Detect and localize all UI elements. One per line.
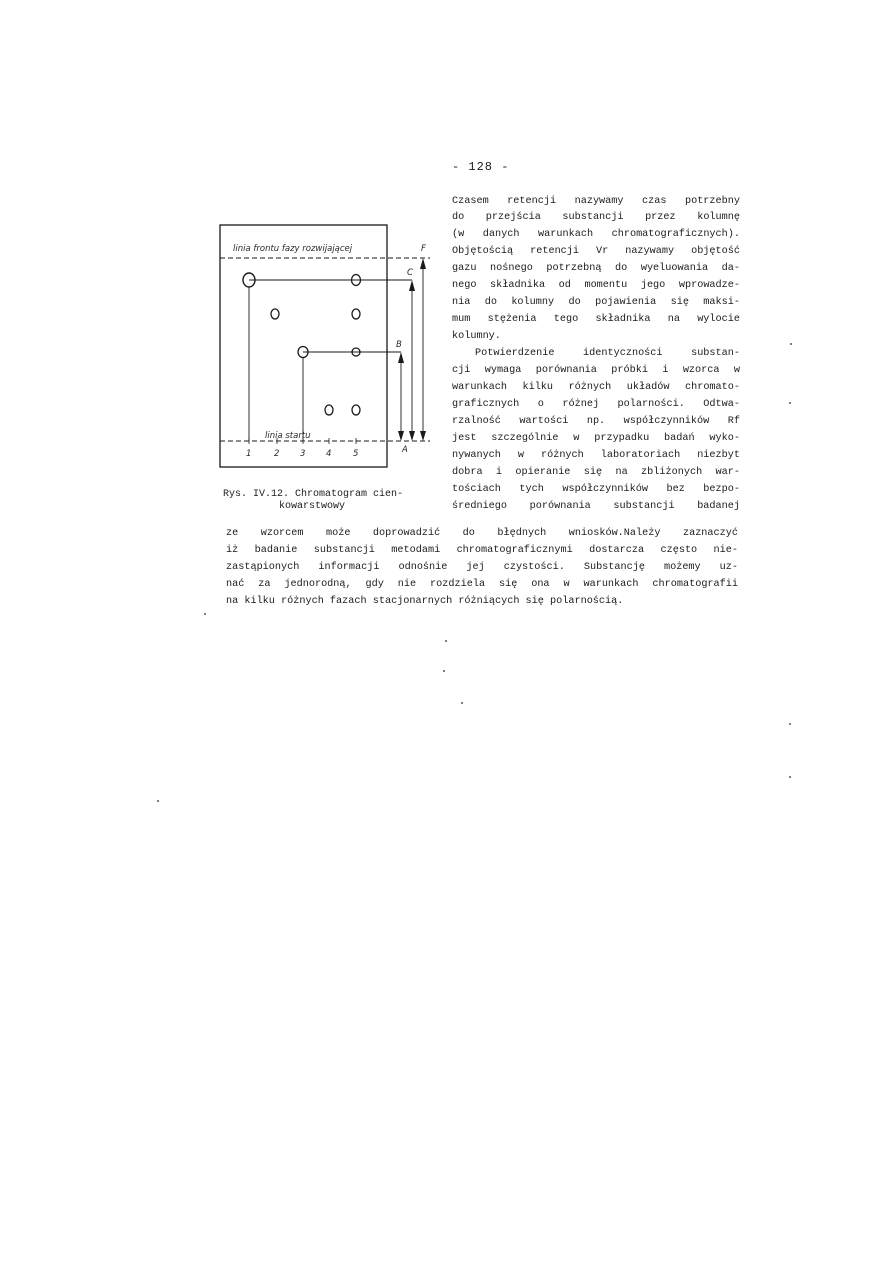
- body-line: iż badanie substancji metodami chromatograficznymi dostarcza często nie-: [226, 545, 738, 556]
- scan-speck: [789, 776, 791, 778]
- body-line: gazu nośnego potrzebną do wyeluowania da-: [452, 263, 740, 274]
- body-line: zastąpionych informacji odnośnie jej czystości. Substancję możemy uz-: [226, 562, 738, 573]
- body-line: średniego porównania substancji badanej: [452, 501, 740, 512]
- body-line: ze wzorcem może doprowadzić do błędnych wniosków.Należy zaznaczyć: [226, 528, 738, 539]
- distance-letter-b: B: [396, 340, 402, 350]
- distance-letter-f: F: [421, 244, 426, 254]
- lane-number-1: 1: [246, 449, 252, 459]
- scan-speck: [789, 723, 791, 725]
- scan-speck: [204, 613, 206, 615]
- body-line: graficznych o różnej polarności. Odtwa-: [452, 399, 740, 410]
- body-line: warunkach kilku różnych układów chromato-: [452, 382, 740, 393]
- arrow-c-head-bottom: [409, 431, 415, 441]
- arrow-b-head-top: [398, 352, 404, 363]
- lane-number-2: 2: [274, 449, 280, 459]
- body-line: tościach tych współczynników bez bezpo-: [452, 484, 740, 495]
- spot-lane5-middle: [352, 309, 360, 319]
- figure-caption-line1: Rys. IV.12. Chromatogram cien-: [223, 489, 404, 500]
- spot-lane4: [325, 405, 333, 415]
- scan-speck: [789, 402, 791, 404]
- scan-speck: [443, 670, 445, 672]
- arrow-c-head-top: [409, 280, 415, 291]
- body-line: (w danych warunkach chromatograficznych).: [452, 229, 740, 240]
- arrow-f-head-bottom: [420, 431, 426, 441]
- scan-speck: [790, 343, 792, 345]
- body-line: nia do kolumny do pojawienia się maksi-: [452, 297, 740, 308]
- body-line: cji wymaga porównania próbki i wzorca w: [452, 365, 740, 376]
- body-line: Czasem retencji nazywamy czas potrzebny: [452, 196, 740, 207]
- distance-letter-a: A: [402, 445, 408, 455]
- start-line-label: linia startu: [265, 431, 311, 441]
- body-line: rzalność wartości np. współczynników Rf: [452, 416, 740, 427]
- body-line: dobra i opieranie się na zbliżonych war-: [452, 467, 740, 478]
- spot-lane2: [271, 309, 279, 319]
- body-line: mum stężenia tego składnika na wylocie: [452, 314, 740, 325]
- lane-number-5: 5: [353, 449, 359, 459]
- chromatogram-diagram: [215, 220, 440, 475]
- body-line: nać za jednorodną, gdy nie rozdziela się ona w warunkach chromatografii: [226, 579, 738, 590]
- body-line: nywanych w różnych laboratoriach niezbyt: [452, 450, 740, 461]
- figure-caption-line2: kowarstwowy: [279, 501, 346, 512]
- arrow-f-head-top: [420, 258, 426, 269]
- body-line: Objętością retencji Vr nazywamy objętość: [452, 246, 740, 257]
- body-line: kolumny.: [452, 331, 501, 342]
- page-number: - 128 -: [452, 160, 510, 174]
- body-line: nego składnika od momentu jego wprowadze-: [452, 280, 740, 291]
- distance-letter-c: C: [407, 268, 413, 278]
- front-line-label: linia frontu fazy rozwijającej: [233, 244, 353, 254]
- body-line: na kilku różnych fazach stacjonarnych różniących się polarnością.: [226, 596, 624, 607]
- spot-lane5-bottom: [352, 405, 360, 415]
- scan-speck: [157, 800, 159, 802]
- scan-speck: [445, 640, 447, 642]
- chromatogram-figure: [215, 220, 440, 480]
- lane-number-4: 4: [326, 449, 332, 459]
- body-line: Potwierdzenie identyczności substan-: [475, 348, 740, 359]
- lane-number-3: 3: [300, 449, 306, 459]
- body-line: do przejścia substancji przez kolumnę: [452, 212, 740, 223]
- arrow-b-head-bottom: [398, 431, 404, 441]
- scan-speck: [461, 702, 463, 704]
- body-line: jest szczególnie w przypadku badań wyko-: [452, 433, 740, 444]
